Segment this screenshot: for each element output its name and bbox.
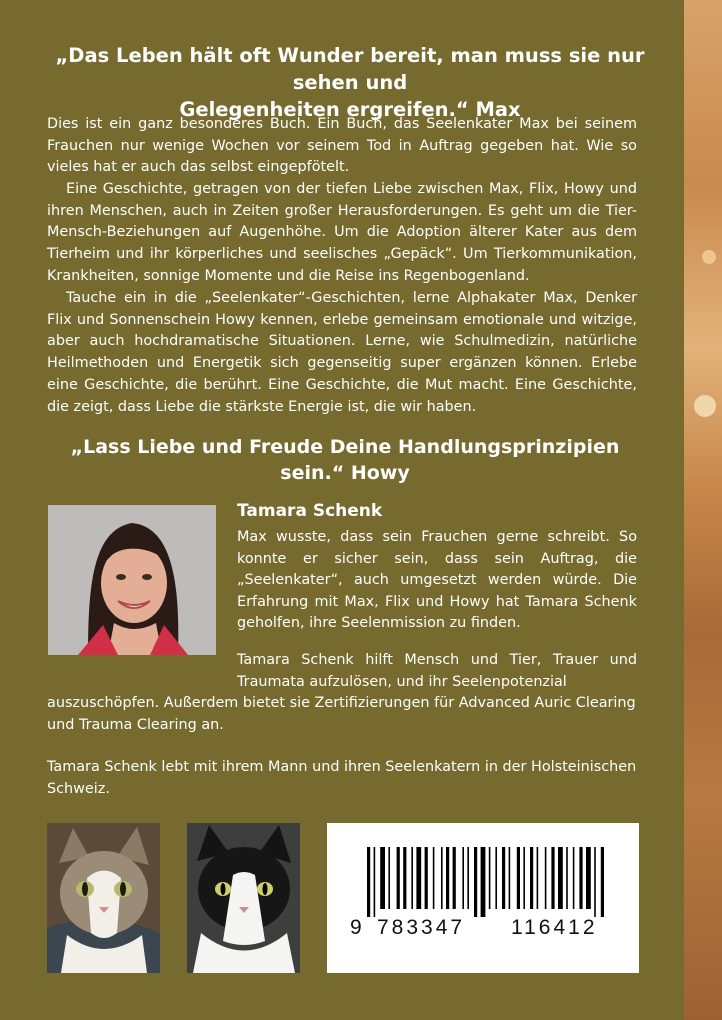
- barcode-bar: [601, 847, 604, 917]
- barcode-bar: [509, 847, 511, 909]
- barcode-bar: [517, 847, 520, 909]
- cat-photo-max: [47, 823, 160, 973]
- barcode-bar: [481, 847, 486, 917]
- isbn-number: [327, 916, 639, 942]
- author-portrait: [48, 505, 216, 655]
- blurb-paragraph-3: Tauche ein in die „Seelenkater“-Geschichten, lerne Alphakater Max, Denker Flix und Sonnenschein Howy kennen, erlebe gemeinsam emotionale und witzige, aber auch hochdramatische Situationen. Lerne, wie Schulmedizin, natürliche Heilmethoden und Energetik sich gegenseitig super ergänzen können. Erlebe eine Geschichte, die berührt. Eine Geschichte, die Mut macht. Eine Geschichte, die zeigt, dass Liebe die stärkste Energie ist, die wir haben.: [47, 290, 637, 415]
- author-bio-2-start: Tamara Schenk hilft Mensch und Tier, Trauer und Traumata aufzulösen, und ihr Seelenpotenzial: [237, 652, 637, 690]
- author-bio-3: Tamara Schenk lebt mit ihrem Mann und ihren Seelenkatern in der Holsteinischen Schweiz.: [47, 759, 637, 797]
- barcode-bar: [380, 847, 385, 909]
- barcode-bar: [551, 847, 554, 909]
- barcode-bar: [441, 847, 443, 909]
- barcode-bar: [495, 847, 497, 909]
- barcode-bar: [453, 847, 456, 909]
- barcode-bar: [388, 847, 390, 909]
- barcode-bars: [327, 823, 639, 918]
- barcode-bar: [462, 847, 464, 909]
- author-bio-2-end: auszuschöpfen. Außerdem bietet sie Zertifizierungen für Advanced Auric Clearing und Trauma Clearing an.: [47, 695, 636, 733]
- barcode-bar: [446, 847, 449, 909]
- author-name: Tamara Schenk: [237, 501, 383, 521]
- barcode-bar: [523, 847, 525, 909]
- barcode-bar: [416, 847, 421, 909]
- cat-illustration: [47, 823, 160, 973]
- cat-illustration: [187, 823, 300, 973]
- isbn-group-1: 783347: [377, 916, 466, 939]
- barcode-bar: [558, 847, 563, 909]
- author-portrait-illustration: [48, 505, 216, 655]
- barcode-bar: [579, 847, 582, 909]
- barcode-bar: [537, 847, 539, 909]
- spine-photo-strip: [684, 0, 722, 1020]
- barcode-bar: [489, 847, 491, 909]
- cat-photo-flix: [187, 823, 300, 973]
- isbn-group-2: 116412: [511, 916, 598, 939]
- author-bio-1: Max wusste, dass sein Frauchen gerne schreibt. So konnte er sicher sein, dass sein Auftrag, die „Seelenkater“, auch umgesetzt werden würde. Die Erfahrung mit Max, Flix und Howy hat Tamara Schenk geholfen, ihre Seelenmission zu finden.: [237, 529, 637, 631]
- barcode-bar: [467, 847, 469, 909]
- blurb-paragraph-1: Dies ist ein ganz besonderes Buch. Ein Buch, das Seelenkater Max bei seinem Frauchen nur wenige Wochen vor seinem Tod in Auftrag gegeben hat. Wie so vieles hat er auch das selbst eingepfötelt.: [47, 116, 637, 176]
- isbn-lead-digit: 9: [350, 916, 362, 939]
- top-quote: [50, 42, 650, 123]
- barcode-bar: [586, 847, 591, 909]
- barcode-bar: [425, 847, 428, 909]
- barcode-bar: [403, 847, 406, 909]
- spine-light-spot: [694, 395, 716, 417]
- barcode-bar: [474, 847, 477, 917]
- barcode-bar: [397, 847, 400, 909]
- blurb-paragraph-2: Eine Geschichte, getragen von der tiefen Liebe zwischen Max, Flix, Howy und ihren Menschen, auch in Zeiten großer Herausforderungen. Es geht um die Tier-Mensch-Beziehungen auf Augenhöhe. Um die Adoption älterer Kater aus dem Tierheim und ihr körperliches und seelisches „Gepäck“. Um Tierkommunikation, Krankheiten, sonnige Momente und die Reise ins Regenbogenland.: [47, 181, 637, 284]
- middle-quote: „Lass Liebe und Freude Deine Handlungsprinzipien sein.“ Howy: [70, 436, 620, 484]
- spine-light-spot: [702, 250, 716, 264]
- barcode-bar: [545, 847, 547, 909]
- barcode-bar: [573, 847, 575, 909]
- barcode-bar: [502, 847, 505, 909]
- barcode-bar: [374, 847, 376, 917]
- barcode-bar: [594, 847, 596, 917]
- top-quote-line2: Gelegenheiten ergreifen.“ Max: [179, 98, 521, 121]
- barcode-bar: [566, 847, 568, 909]
- barcode-bar: [411, 847, 413, 909]
- top-quote-line1: „Das Leben hält oft Wunder bereit, man muss sie nur sehen und: [55, 44, 645, 94]
- barcode-bar: [367, 847, 370, 917]
- barcode-bar: [530, 847, 533, 909]
- isbn-barcode: [327, 823, 639, 973]
- barcode-bar: [433, 847, 435, 909]
